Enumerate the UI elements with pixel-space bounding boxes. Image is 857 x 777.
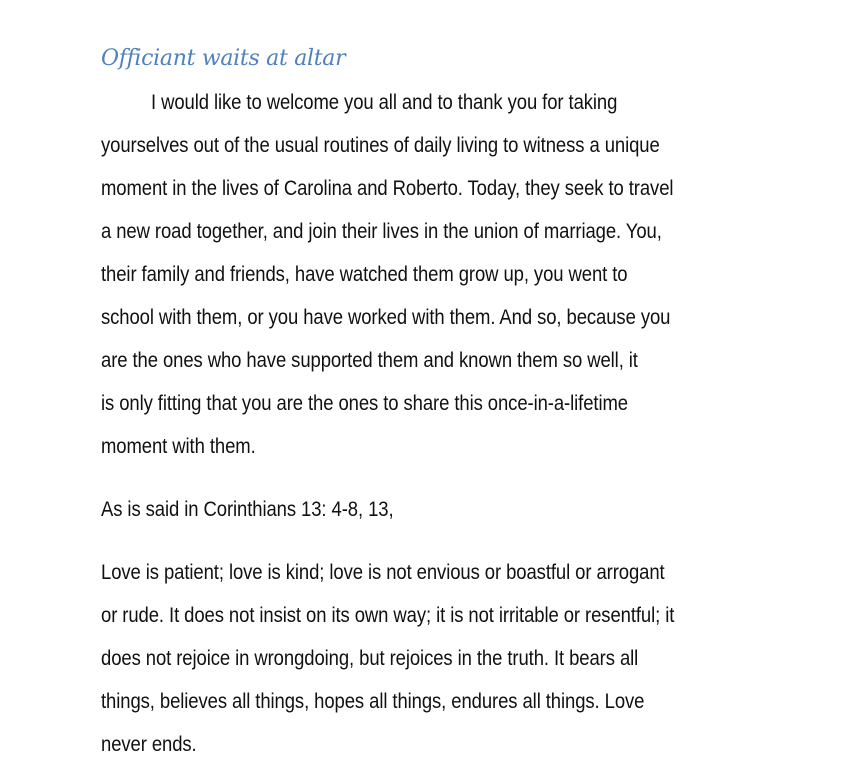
scripture-intro: As is said in Corinthians 13: 4-8, 13, <box>101 498 394 521</box>
paragraph-line: I would like to welcome you all and to thank you for taking <box>151 91 618 114</box>
paragraph-line: school with them, or you have worked with them. And so, because you <box>101 306 671 329</box>
paragraph-line: yourselves out of the usual routines of daily living to witness a unique <box>101 134 660 157</box>
paragraph-line: never ends. <box>101 733 197 756</box>
paragraph-line: moment with them. <box>101 435 256 458</box>
paragraph-line: a new road together, and join their lives in the union of marriage. You, <box>101 220 662 243</box>
paragraph-line: or rude. It does not insist on its own way; it is not irritable or resentful; it <box>101 604 675 627</box>
section-heading: Officiant waits at altar <box>101 46 346 71</box>
paragraph-line: their family and friends, have watched them grow up, you went to <box>101 263 628 286</box>
paragraph-line: moment in the lives of Carolina and Roberto. Today, they seek to travel <box>101 177 674 200</box>
paragraph-line: things, believes all things, hopes all things, endures all things. Love <box>101 690 645 713</box>
paragraph-line: is only fitting that you are the ones to share this once-in-a-lifetime <box>101 392 628 415</box>
paragraph-line: are the ones who have supported them and known them so well, it <box>101 349 638 372</box>
paragraph-line: does not rejoice in wrongdoing, but rejoices in the truth. It bears all <box>101 647 639 670</box>
paragraph-line: Love is patient; love is kind; love is not envious or boastful or arrogant <box>101 561 665 584</box>
